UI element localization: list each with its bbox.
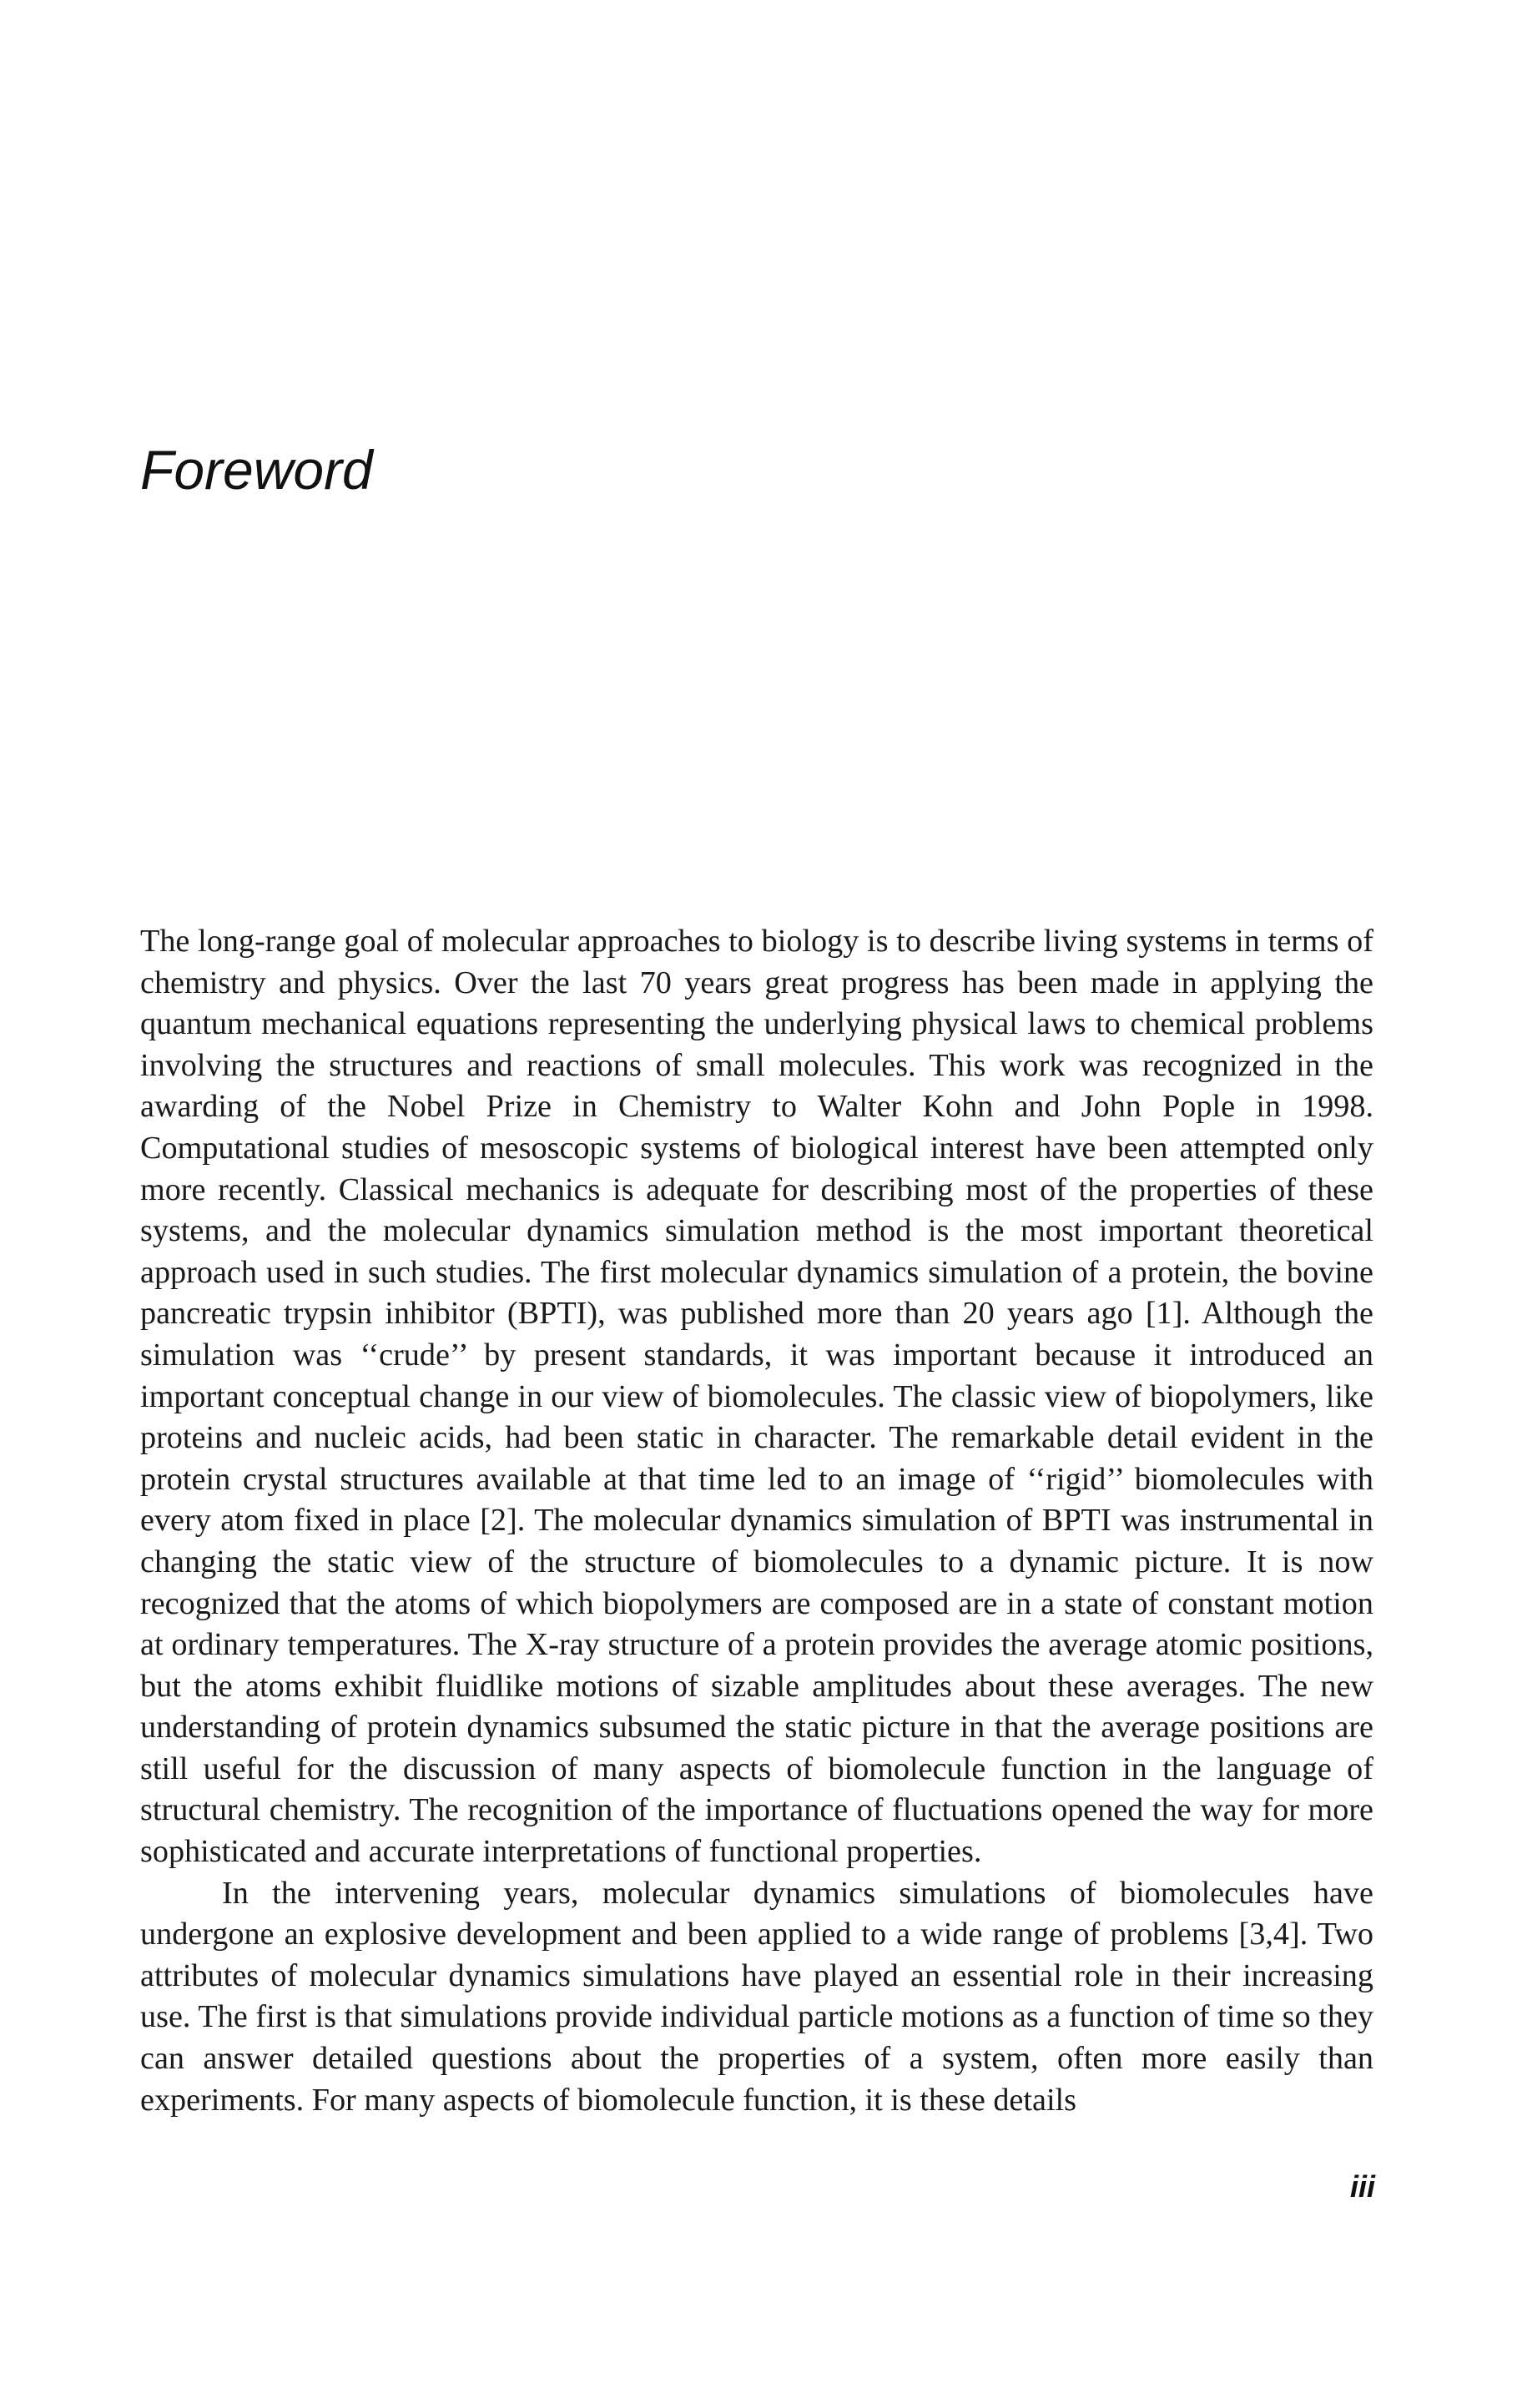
chapter-title: Foreword bbox=[140, 439, 373, 501]
page-number: iii bbox=[1349, 2169, 1375, 2204]
paragraph-2: In the intervening years, molecular dynamics simulations of biomolecules have undergone an explosive development and been applied to a wide range of problems [3,4]. Two attributes of molecular dynamics simulations have played an essential role in their increasing use. The first is that simulations provide individual particle motions as a function of time so they can answer detailed questions about the properties of a system, often more easily than experiments. For many aspects of biomolecule function, it is these details bbox=[140, 1875, 1373, 2118]
body-text bbox=[140, 921, 1373, 2121]
paragraph-1: The long-range goal of molecular approaches to biology is to describe living systems in terms of chemistry and physics. Over the last 70 years great progress has been made in applying the quantum mechanical equations representing the underlying physical laws to chemical problems involving the structures and reactions of small molecules. This work was recognized in the awarding of the Nobel Prize in Chemistry to Walter Kohn and John Pople in 1998. Computational studies of mesoscopic systems of biological interest have been attempted only more recently. Classical mechanics is adequate for describing most of the properties of these systems, and the molecular dynamics simulation method is the most important theoretical approach used in such studies. The first molecular dynamics simulation of a protein, the bovine pancreatic trypsin inhibitor (BPTI), was published more than 20 years ago [1]. Although the simulation was ‘‘crude’’ by present standards, it was important because it introduced an important conceptual change in our view of biomolecules. The classic view of biopolymers, like proteins and nucleic acids, had been static in character. The remarkable detail evident in the protein crystal structures available at that time led to an image of ‘‘rigid’’ biomolecules with every atom fixed in place [2]. The molecular dynamics simulation of BPTI was instrumental in changing the static view of the structure of biomolecules to a dynamic picture. It is now recognized that the atoms of which biopolymers are composed are in a state of constant motion at ordinary temperatures. The X-ray structure of a protein provides the average atomic positions, but the atoms exhibit fluidlike motions of sizable amplitudes about these averages. The new understanding of protein dynamics subsumed the static picture in that the average positions are still useful for the discussion of many aspects of biomolecule function in the language of structural chemistry. The recognition of the importance of fluctuations opened the way for more sophisticated and accurate interpretations of functional properties. bbox=[140, 924, 1373, 1870]
